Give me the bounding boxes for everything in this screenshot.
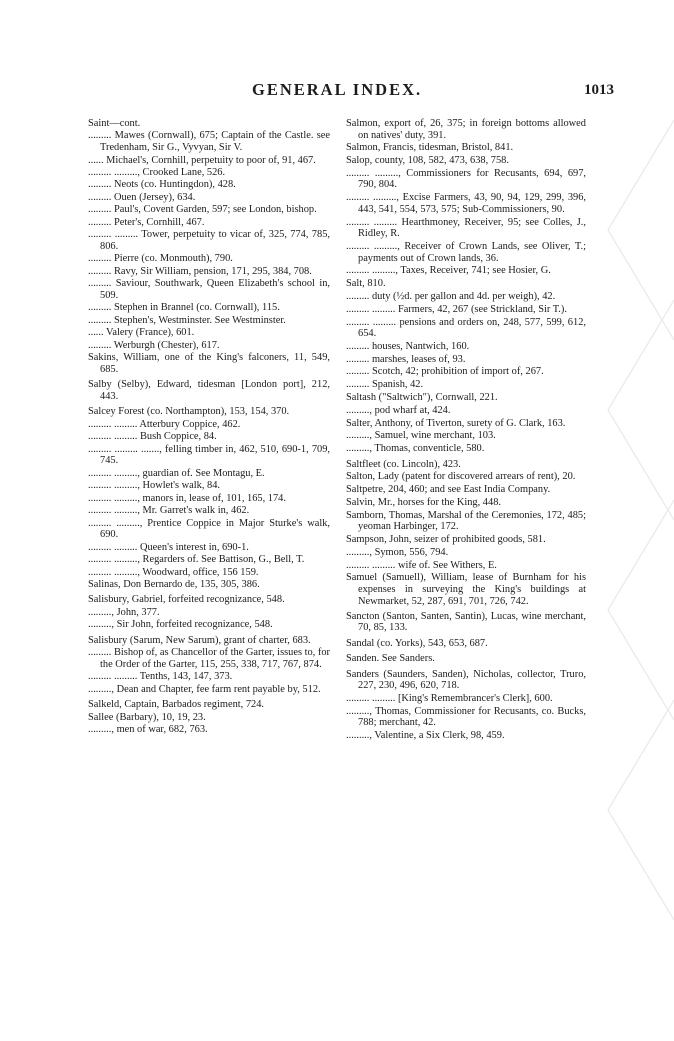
index-entry: ......... Ouen (Jersey), 634.: [88, 191, 196, 203]
index-entry: ......... ........., Howlet's walk, 84.: [88, 480, 221, 492]
index-entry: ......... ........., Woodward, office, 156 159.: [88, 566, 259, 578]
index-entry: ......... ........., guardian of. See Montagu, E.: [88, 467, 265, 479]
index-entry: ......... Stephen's, Westminster. See Westminster.: [88, 314, 286, 326]
index-entry: ........., Samuel, wine merchant, 103.: [346, 430, 496, 442]
index-entry: Salvin, Mr., horses for the King, 448.: [346, 496, 501, 508]
index-entry: ......... ......... Bush Coppice, 84.: [88, 431, 217, 443]
index-entry: Sallee (Barbary), 10, 19, 23.: [88, 711, 206, 723]
index-entry: Saltpetre, 204, 460; and see East India Company.: [346, 484, 551, 496]
index-entry: Salter, Anthony, of Tiverton, surety of G. Clark, 163.: [346, 417, 566, 429]
index-entry: ...... Valery (France), 601.: [88, 327, 195, 339]
index-entry: ........., Dean and Chapter, fee farm rent payable by, 512.: [88, 683, 321, 695]
index-entry: Salton, Lady (patent for discovered arrears of rent), 20.: [346, 471, 576, 483]
index-entry: ......... ......... pensions and orders on, 248, 577, 599, 612, 654.: [346, 316, 586, 340]
index-entry: ......... ......... Atterbury Coppice, 462.: [88, 418, 241, 430]
index-entry: ......... ........., Crooked Lane, 526.: [88, 167, 226, 178]
index-entry: Salmon, export of, 26, 375; in foreign bottoms allowed on natives' duty, 391.: [346, 118, 586, 141]
index-entry: Saltfleet (co. Lincoln), 423.: [346, 458, 461, 470]
index-entry: ......... ......... Hearthmoney, Receiver, 95; see Colles, J., Ridley, R.: [346, 216, 586, 240]
page-title: GENERAL INDEX.: [252, 80, 423, 99]
index-entry: Saltash ("Saltwich"), Cornwall, 221.: [346, 392, 498, 404]
index-entry: ........., Thomas, Commissioner for Recusants, co. Bucks, 788; merchant, 42.: [346, 705, 586, 729]
index-entry: ......... houses, Nantwich, 160.: [346, 340, 470, 352]
index-entry: ......... ........., manors in, lease of, 101, 165, 174.: [88, 492, 286, 504]
index-entry: ........., Valentine, a Six Clerk, 98, 459.: [346, 729, 505, 741]
index-entry: ......... ........., Regarders of. See Battison, G., Bell, T.: [88, 554, 305, 566]
index-entry: Sancton (Santon, Santen, Santin), Lucas, wine merchant, 70, 85, 133.: [346, 610, 586, 634]
index-entry: ......... ......... Farmers, 42, 267 (see Strickland, Sir T.).: [346, 303, 567, 315]
index-entry: ......... ........., Mr. Garret's walk in, 462.: [88, 505, 250, 517]
index-entry: ......... Peter's, Cornhill, 467.: [88, 216, 205, 228]
index-entry: ......... marshes, leases of, 93.: [346, 353, 466, 365]
index-column-right: [346, 118, 586, 743]
index-entry: ......... Saviour, Southwark, Queen Elizabeth's school in, 509.: [88, 278, 330, 301]
index-entry: ......... duty (½d. per gallon and 4d. per weigh), 42.: [346, 290, 556, 302]
index-entry: ......... Ravy, Sir William, pension, 171, 295, 384, 708.: [88, 265, 312, 277]
index-entry: ........., Sir John, forfeited recognizance, 548.: [88, 619, 273, 631]
index-entry: ......... Neots (co. Huntingdon), 428.: [88, 179, 236, 191]
index-entry: Salkeld, Captain, Barbados regiment, 724.: [88, 699, 265, 711]
index-entry: ......... Mawes (Cornwall), 675; Captain of the Castle. see Tredenham, Sir G., Vyvyan, Sir V.: [88, 130, 330, 154]
watermark-stamp: [568, 0, 674, 1041]
index-entry: Salisbury, Gabriel, forfeited recognizance, 548.: [88, 594, 285, 606]
index-entry: ......... ......... Tenths, 143, 147, 373.: [88, 671, 233, 683]
index-entry: Salt, 810.: [346, 278, 386, 290]
index-entry: ......... Stephen in Brannel (co. Cornwall), 115.: [88, 302, 280, 314]
index-entry: ......... ......... ......., felling timber in, 462, 510, 690-1, 709, 745.: [88, 443, 330, 467]
index-entry: Salisbury (Sarum, New Sarum), grant of charter, 683.: [88, 634, 311, 646]
index-entry: ......... ........., Taxes, Receiver, 741; see Hosier, G.: [346, 265, 551, 277]
index-entry: ...... Michael's, Cornhill, perpetuity to poor of, 91, 467.: [88, 154, 316, 166]
index-entry: ........., pod wharf at, 424.: [346, 404, 451, 416]
index-entry: Salmon, Francis, tidesman, Bristol, 841.: [346, 142, 514, 154]
index-entry: ......... ......... [King's Remembrancer's Clerk], 600.: [346, 692, 553, 704]
index-entry: ......... Spanish, 42.: [346, 379, 424, 391]
index-entry: Sampson, John, seizer of prohibited goods, 581.: [346, 534, 546, 546]
index-entry: ......... ......... Queen's interest in, 690-1.: [88, 541, 249, 553]
index-entry: Salcey Forest (co. Northampton), 153, 154, 370.: [88, 406, 290, 418]
index-entry: Saint—cont.: [88, 118, 141, 129]
index-entry: Salby (Selby), Edward, tidesman [London port], 212, 443.: [88, 379, 330, 402]
index-entry: ......... ......... Tower, perpetuity to vicar of, 325, 774, 785, 806.: [88, 229, 330, 252]
index-entry: Samborn, Thomas, Marshal of the Ceremonies, 172, 485; yeoman Harbinger, 172.: [346, 509, 586, 533]
index-entry: ......... ........., Prentice Coppice in Major Sturke's walk, 690.: [88, 517, 330, 541]
index-entry: ......... Paul's, Covent Garden, 597; see London, bishop.: [88, 204, 317, 216]
index-entry: Sanders (Saunders, Sanden), Nicholas, collector, Truro, 227, 230, 496, 620, 718.: [346, 668, 586, 692]
index-entry: Sakins, William, one of the King's falconers, 11, 549, 685.: [88, 352, 330, 375]
index-entry: Salop, county, 108, 582, 473, 638, 758.: [346, 155, 509, 167]
index-entry: ......... Pierre (co. Monmouth), 790.: [88, 253, 233, 265]
index-entry: ......... Bishop of, as Chancellor of the Garter, issues to, for the Order of the Garter, 115, 255, 338, 717, 767, 874.: [88, 647, 330, 670]
index-column-left: [88, 118, 330, 737]
index-entry: Samuel (Samuell), William, lease of Burnham for his expenses in surveying the King's buildings at Newmarket, 52, 287, 691, 701, 726, 742.: [346, 572, 586, 607]
page-number: 1013: [584, 82, 614, 98]
index-entry: ........., Symon, 556, 794.: [346, 546, 449, 558]
index-entry: ......... Werburgh (Chester), 617.: [88, 339, 220, 351]
index-entry: Sanden. See Sanders.: [346, 653, 435, 665]
index-entry: ......... ........., Receiver of Crown Lands, see Oliver, T.; payments out of Crown lands, 36.: [346, 240, 586, 264]
index-entry: Sandal (co. Yorks), 543, 653, 687.: [346, 637, 488, 649]
index-entry: Salinas, Don Bernardo de, 135, 305, 386.: [88, 579, 260, 591]
index-entry: ........., John, 377.: [88, 606, 160, 618]
index-entry: ......... ........., Excise Farmers, 43, 90, 94, 129, 299, 396, 443, 541, 554, 573, 575; Sub-Commissioners, 90.: [346, 192, 586, 215]
index-entry: ......... Scotch, 42; prohibition of import of, 267.: [346, 366, 544, 378]
index-entry: ......... ........., Commissioners for Recusants, 694, 697, 790, 804.: [346, 167, 586, 191]
index-entry: ........., men of war, 682, 763.: [88, 724, 208, 736]
index-entry: ......... ......... wife of. See Withers, E.: [346, 559, 497, 571]
index-entry: ........., Thomas, conventicle, 580.: [346, 443, 485, 455]
